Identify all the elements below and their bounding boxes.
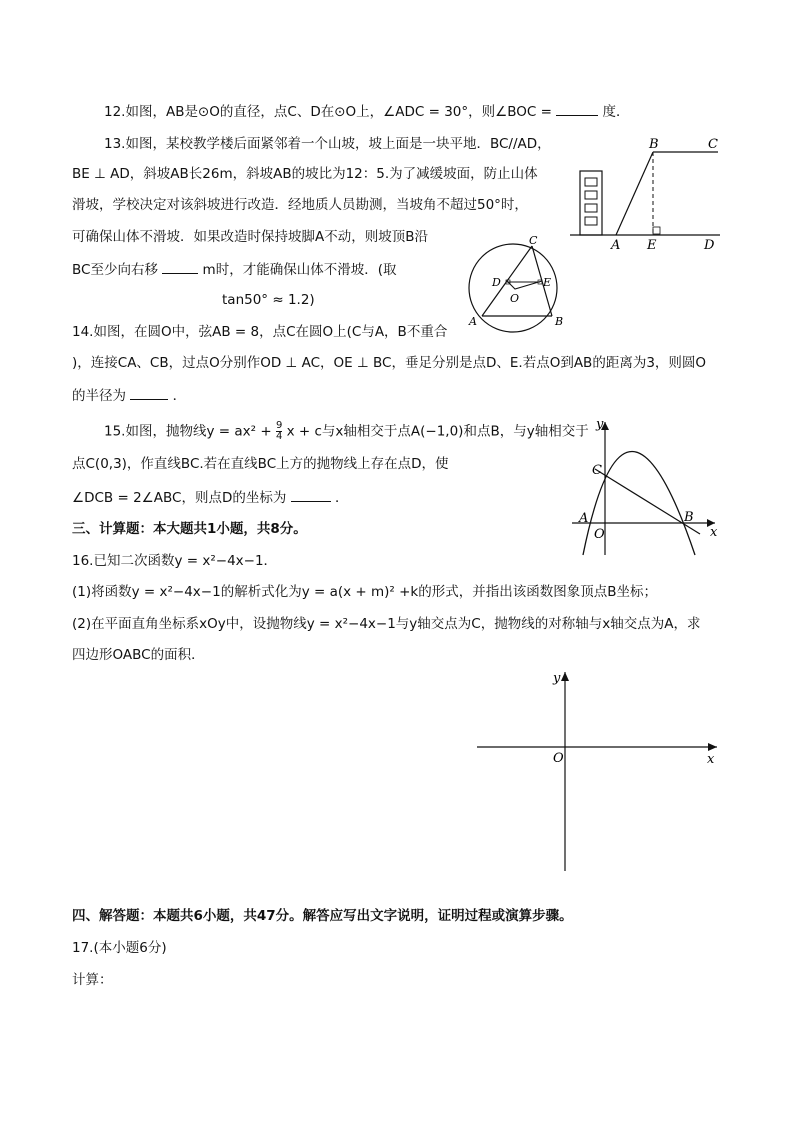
q14-line-3-end: ． — [172, 388, 187, 404]
q15-line-2: 点C(0,3)，作直线BC.若在直线BC上方的抛物线上存在点D，使 — [72, 456, 449, 472]
slope-ab — [616, 152, 653, 235]
q15-line-3-end: ． — [334, 490, 349, 506]
q15-line-1 — [104, 421, 589, 442]
label-o: O — [594, 527, 605, 542]
fraction-numerator: 9 — [275, 420, 283, 431]
q13-line-6: tan50° ≈ 1.2) — [222, 292, 315, 308]
q12-text: 12.如图，AB是⊙O的直径，点C、D在⊙O上，∠ADC = 30°，则∠BOC = — [104, 104, 552, 120]
q15-answer-blank[interactable] — [291, 487, 331, 502]
q17-line-1: 17.(本小题6分) — [72, 940, 167, 956]
q15-line-1a: 15.如图，抛物线y = ax² + — [104, 423, 272, 440]
label-d: D — [492, 276, 501, 289]
label-a: A — [579, 511, 589, 526]
label-y: y — [553, 671, 561, 686]
circle-figure — [462, 232, 572, 334]
school-building — [580, 171, 602, 235]
q13-line-3: 滑坡，学校决定对该斜坡进行改造．经地质人员勘测，当坡角不超过50°时， — [72, 197, 528, 213]
q16-line-2: (1)将函数y = x²−4x−1的解析式化为y = a(x + m)² +k的形式，并指出该函数图象顶点B坐标； — [72, 584, 658, 600]
q15-line-3 — [72, 487, 348, 508]
q14-answer-blank[interactable] — [130, 385, 168, 400]
q13-line-5 — [72, 259, 396, 280]
q17-line-2: 计算： — [72, 972, 113, 988]
q14-line-2: )，连接CA、CB，过点O分别作OD ⊥ AC，OE ⊥ BC，垂足分别是点D、E.若点O到AB的距离为3，则圆O — [72, 355, 707, 371]
x-axis-arrow — [708, 743, 717, 751]
label-c: C — [592, 463, 602, 478]
label-c: C — [708, 137, 718, 152]
y-axis-arrow — [561, 672, 569, 681]
q13-line-2: BE ⊥ AD，斜坡AB长26m，斜坡AB的坡比为12：5.为了减缓坡面，防止山体 — [72, 166, 538, 182]
q13-answer-blank[interactable] — [162, 259, 198, 274]
q13-line-4: 可确保山体不滑坡．如果改造时保持坡脚A不动，则坡顶B沿 — [72, 229, 428, 245]
q14-line-3 — [72, 385, 186, 406]
label-c: C — [529, 234, 538, 247]
q15-line-3-text: ∠DCB = 2∠ABC，则点D的坐标为 — [72, 490, 287, 506]
parabola-figure — [570, 412, 725, 558]
right-angle-mark — [653, 227, 660, 234]
label-x: x — [707, 752, 715, 767]
q12-answer-blank[interactable] — [556, 101, 598, 116]
label-a: A — [469, 315, 477, 328]
label-o: O — [510, 292, 520, 305]
q13-line-5b: m时，才能确保山体不滑坡．(取 — [202, 262, 397, 278]
q13-line-5a: BC至少向右移 — [72, 262, 158, 278]
q12-line — [104, 101, 630, 122]
q16-line-1: 16.已知二次函数y = x²−4x−1． — [72, 553, 278, 569]
q16-line-4: 四边形OABC的面积． — [72, 647, 205, 663]
q15-line-1b: x + c与x轴相交于点A(−1,0)和点B，与y轴相交于 — [286, 423, 589, 440]
label-e: E — [543, 276, 552, 289]
label-a: A — [611, 238, 621, 253]
slope-figure — [568, 134, 728, 256]
label-o: O — [553, 751, 564, 766]
section-4-heading: 四、解答题：本题共6小题，共47分。解答应写出文字说明，证明过程或演算步骤。 — [72, 908, 573, 924]
q14-line-3-text: 的半径为 — [72, 388, 126, 404]
label-y: y — [596, 417, 604, 432]
label-x: x — [710, 525, 718, 540]
label-e: E — [647, 238, 657, 253]
q14-line-1: 14.如图，在圆O中，弦AB = 8，点C在圆O上(C与A，B不重合 — [72, 324, 448, 340]
label-b: B — [684, 510, 694, 525]
coordinate-axes-figure — [474, 666, 724, 874]
label-b: B — [555, 315, 564, 328]
q12-suffix: 度． — [602, 104, 630, 120]
fraction-9-4 — [276, 421, 282, 442]
section-3-heading: 三、计算题：本大题共1小题，共8分。 — [72, 521, 307, 537]
label-d: D — [704, 238, 715, 253]
fraction-denominator: 4 — [275, 431, 283, 442]
q16-line-3: (2)在平面直角坐标系xOy中，设抛物线y = x²−4x−1与y轴交点为C，抛物线的对称轴与x轴交点为A，求 — [72, 616, 701, 632]
q13-line-1: 13.如图，某校教学楼后面紧邻着一个山坡，坡上面是一块平地．BC//AD， — [104, 136, 551, 152]
label-b: B — [649, 137, 659, 152]
